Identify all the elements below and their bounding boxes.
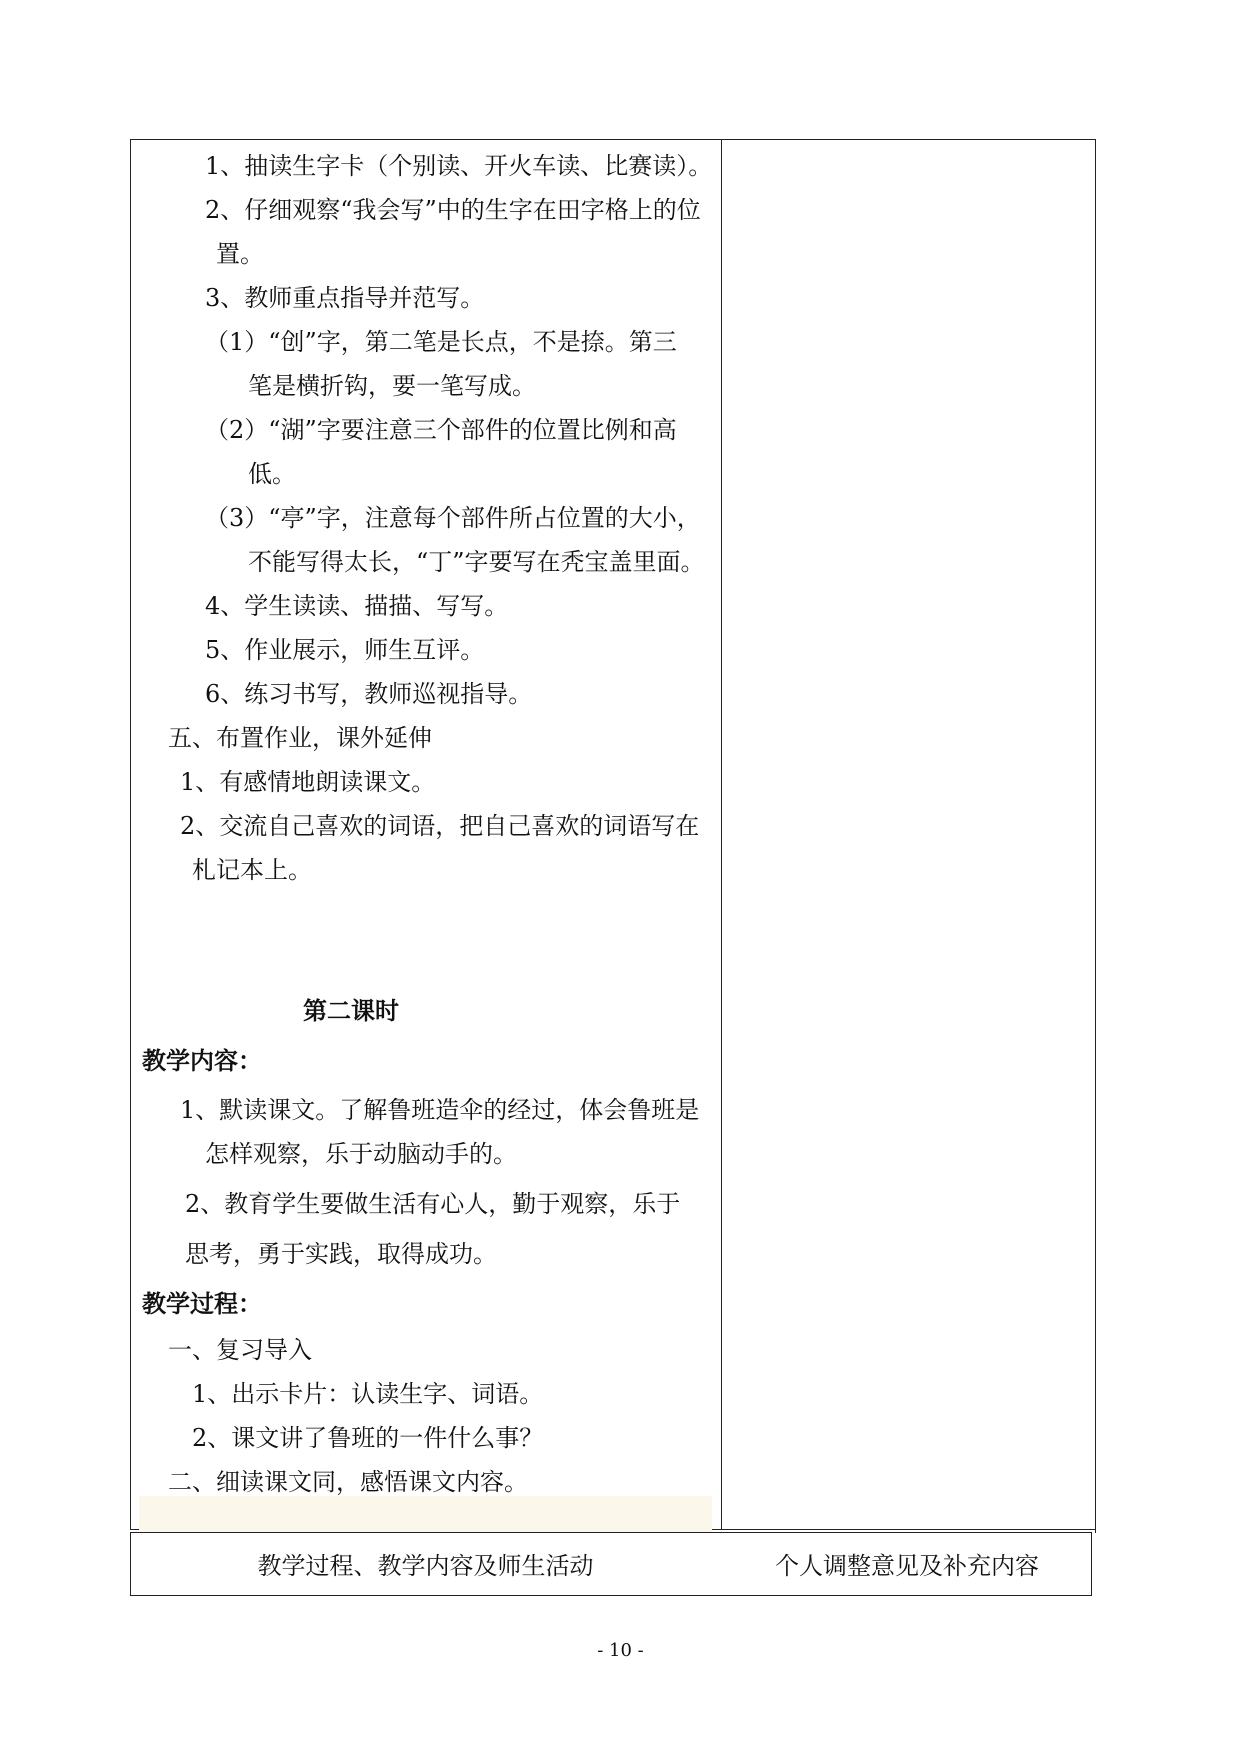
footer-right-label: 个人调整意见及补充内容	[775, 1552, 1039, 1580]
content-line: 1、默读课文。了解鲁班造伞的经过，体会鲁班是	[180, 1096, 700, 1124]
body-line: 札记本上。	[192, 856, 312, 884]
body-line: 4、学生读读、描描、写写。	[205, 592, 509, 620]
body-line: 笔是横折钩，要一笔写成。	[248, 372, 536, 400]
body-line: 3、教师重点指导并范写。	[205, 284, 485, 312]
body-line: 5、作业展示，师生互评。	[205, 636, 485, 664]
process-line: 2、课文讲了鲁班的一件什么事？	[192, 1424, 544, 1452]
process-line: 一、复习导入	[168, 1336, 312, 1364]
body-line: 1、有感情地朗读课文。	[180, 768, 436, 796]
body-line: （3）“亭”字，注意每个部件所占位置的大小，	[205, 504, 701, 532]
section-heading: 五、布置作业，课外延伸	[168, 724, 432, 752]
body-line: 1、抽读生字卡（个别读、开火车读、比赛读）。	[205, 152, 713, 180]
content-line: 怎样观察，乐于动脑动手的。	[205, 1140, 517, 1168]
body-line: 6、练习书写，教师巡视指导。	[205, 680, 533, 708]
process-line: 二、细读课文同，感悟课文内容。	[168, 1468, 528, 1496]
body-line: 置。	[216, 240, 264, 268]
content-heading: 教学内容：	[142, 1046, 262, 1075]
page-number: - 10 -	[597, 1640, 644, 1661]
body-line: 2、交流自己喜欢的词语，把自己喜欢的词语写在	[180, 812, 700, 840]
body-line: 2、仔细观察“我会写”中的生字在田字格上的位	[205, 196, 701, 224]
process-line: 1、出示卡片：认读生字、词语。	[192, 1380, 544, 1408]
content-line: 2、教育学生要做生活有心人，勤于观察，乐于	[185, 1190, 681, 1218]
body-line: （1）“创”字，第二笔是长点，不是捺。第三	[205, 328, 677, 356]
body-line: 不能写得太长，“丁”字要写在秃宝盖里面。	[248, 548, 705, 576]
lesson-title: 第二课时	[303, 996, 399, 1025]
body-line: （2）“湖”字要注意三个部件的位置比例和高	[205, 416, 677, 444]
process-heading: 教学过程：	[142, 1289, 262, 1318]
right-border	[1095, 139, 1096, 1533]
column-divider	[721, 139, 722, 1530]
shaded-strip	[139, 1496, 712, 1532]
content-line: 思考，勇于实践，取得成功。	[185, 1240, 497, 1268]
footer-left-label: 教学过程、教学内容及师生活动	[257, 1552, 594, 1580]
body-line: 低。	[248, 460, 296, 488]
